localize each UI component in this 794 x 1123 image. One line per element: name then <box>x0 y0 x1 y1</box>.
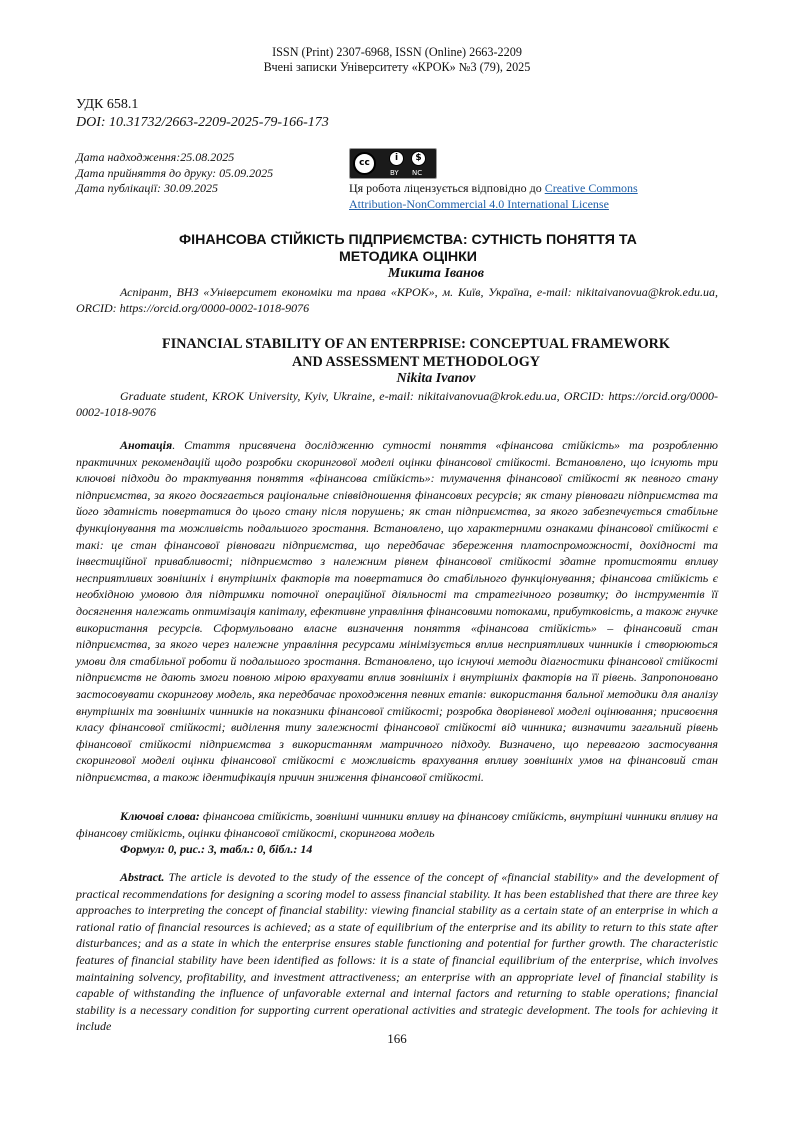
author-english: Nikita Ivanov <box>396 371 476 386</box>
keywords-label: Ключові слова: <box>120 809 200 823</box>
cc-icon: cc <box>353 152 376 175</box>
license-link-line2[interactable]: Attribution-NonCommercial 4.0 International License <box>349 196 609 211</box>
counts-line: Формул: 0, рис.: 3, табл.: 0, бібл.: 14 <box>120 842 313 856</box>
by-label: BY <box>390 169 399 177</box>
creative-commons-by-nc-icon[interactable] <box>349 148 437 179</box>
date-accepted: Дата прийняття до друку: 05.09.2025 <box>76 165 274 180</box>
doi-label: DOI: <box>76 115 106 130</box>
journal-issue-line: Вчені записки Університету «КРОК» №3 (79), 2025 <box>263 60 531 74</box>
page-number: 166 <box>387 1031 407 1046</box>
abstract-label: Abstract. <box>120 870 165 884</box>
date-received: Дата надходження:25.08.2025 <box>76 150 235 164</box>
license-notice <box>349 181 709 212</box>
nc-label: NC <box>412 169 423 177</box>
license-text: Ця робота ліцензується відповідно до <box>349 181 545 195</box>
annotation-text: . Стаття присвячена дослідженню сутності поняття «фінансова стійкість» та розробленню практичних рекомендацій щодо розробки скорингової моделі оцінки фінансової стійкості. Встановлено, що існують три ключові підходи до трактування поняття «фінансова стійкість»: тлумачення фінансової стійкості як певного стану підприємства, за якого досягається раціональне співвідношення фінансових ресурсів; як стану рівноваги підприємства та його здатність повертатися до цього стану після порушень; як стан підприємства, за якого забезпечується стабільне функціонування та можливість подальшого зростання. Встановлено, що характерними ознаками фінансової стійкості є такі: це стан фінансової рівноваги підприємства, що передбачає збереження платоспроможності, дохідності та інвестиційної привабливості; підприємство з належним рівнем фінансової стійкості здатне протистояти впливу несприятливих зовнішніх і внутрішніх факторів та повертатися до стабільного функціонування; фінансова стійкість є необхідною умовою для підтримки поточної операційної діяльності та стратегічного розвитку; до інструментів її досягнення належать оптимізація капіталу, ефективне управління фінансовими потоками, прибутковість, а також гнучке використання ресурсів. Сформульовано власне визначення поняття «фінансова стійкість» – фінансовий стан підприємства, за якого через належне управління ресурсами мінімізується вплив несприятливих чинників і створюються умови для стабільної роботи й подальшого зростання. Встановлено, що існуючі методи діагностики фінансової стійкості підприємств не дають змоги повною мірою врахувати вплив зовнішніх і внутрішніх факторів на її рівень. Запропоновано застосовувати скорингову модель, яка передбачає проходження певних етапів: використання бальної методики для аналізу внутрішніх та зовнішніх чинників на показники фінансової стійкості; розробка дворівневої моделі оцінювання; присвоєння класу фінансової стійкості; виділення типу залежності фінансової стійкості від чинника; визначити загальний рівень фінансової стійкості підприємства з використанням матричного підходу. Визначено, що перевагою застосування скорингової моделі оцінки фінансової стійкості є можливість врахування впливу зовнішніх умов на фінансовий стан підприємства, а також ідентифікація причин зниження фінансової стійкості. <box>76 438 718 784</box>
annotation-paragraph <box>76 437 718 785</box>
date-published: Дата публікації: 30.09.2025 <box>76 181 219 195</box>
noncommercial-icon: $ <box>411 151 426 166</box>
issn-line: ISSN (Print) 2307-6968, ISSN (Online) 2663-2209 <box>272 45 522 59</box>
affiliation-ukrainian: Аспірант, ВНЗ «Університет економіки та права «КРОК», м. Київ, Україна, e-mail: nikitaivanovua@krok.edu.ua, ORCID: https://orcid.org/0000-0002-1018-9076 <box>76 285 718 315</box>
title-ukrainian <box>76 232 726 266</box>
keywords-text: фінансова стійкість, зовнішні чинники впливу на фінансову стійкість, внутрішні чинники впливу на фінансову стійкість, оцінки фінансової стійкості, скорингова модель <box>76 809 718 840</box>
license-link-line1[interactable]: Creative Commons <box>544 181 638 195</box>
abstract-paragraph <box>76 869 718 1035</box>
udk-code: УДК 658.1 <box>76 97 139 112</box>
affiliation-english: Graduate student, KROK University, Kyiv, Ukraine, e-mail: nikitaivanovua@krok.edu.ua, ORCID: https://orcid.org/0000-0002-1018-9076 <box>76 389 718 419</box>
author-ukrainian: Микита Іванов <box>387 266 485 281</box>
annotation-label: Анотація <box>120 438 173 452</box>
title-ukrainian-line2: МЕТОДИКА ОЦІНКИ <box>338 249 478 265</box>
doi-value[interactable]: 10.31732/2663-2209-2025-79-166-173 <box>109 115 329 130</box>
title-english <box>76 335 726 371</box>
title-english-line1: FINANCIAL STABILITY OF AN ENTERPRISE: CONCEPTUAL FRAMEWORK <box>162 336 670 352</box>
doi <box>76 114 329 132</box>
title-ukrainian-line1: ФІНАНСОВА СТІЙКІСТЬ ПІДПРИЄМСТВА: СУТНІСТЬ ПОНЯТТЯ ТА <box>179 232 637 248</box>
publication-dates <box>76 150 273 197</box>
title-english-line2: AND ASSESSMENT METHODOLOGY <box>291 354 541 370</box>
abstract-text: The article is devoted to the study of the essence of the concept of «financial stability» and the development of practical recommendations for designing a scoring model to assess financial stability. It has been established that there are three key approaches to interpreting the concept of financial stability: viewing financial stability as a certain state of an enterprise in which a rational ratio of financial resources is achieved; as a state of equilibrium of the enterprise and its ability to return to this state after disturbances; and as a state in which the enterprise ensures stable functioning and potential for further growth. The characteristic features of financial stability have been identified as follows: it is a state of financial equilibrium of the enterprise, which involves maintaining solvency, profitability, and investment attractiveness; an enterprise with an appropriate level of financial stability is capable of withstanding the influence of unfavorable external and internal factors and returning to stable operations; financial stability is a necessary condition for supporting current operational activities and strategic development. The tools for achieving it include <box>76 870 718 1034</box>
journal-header <box>0 45 794 75</box>
keywords-paragraph <box>76 808 718 841</box>
attribution-icon: i <box>389 151 404 166</box>
